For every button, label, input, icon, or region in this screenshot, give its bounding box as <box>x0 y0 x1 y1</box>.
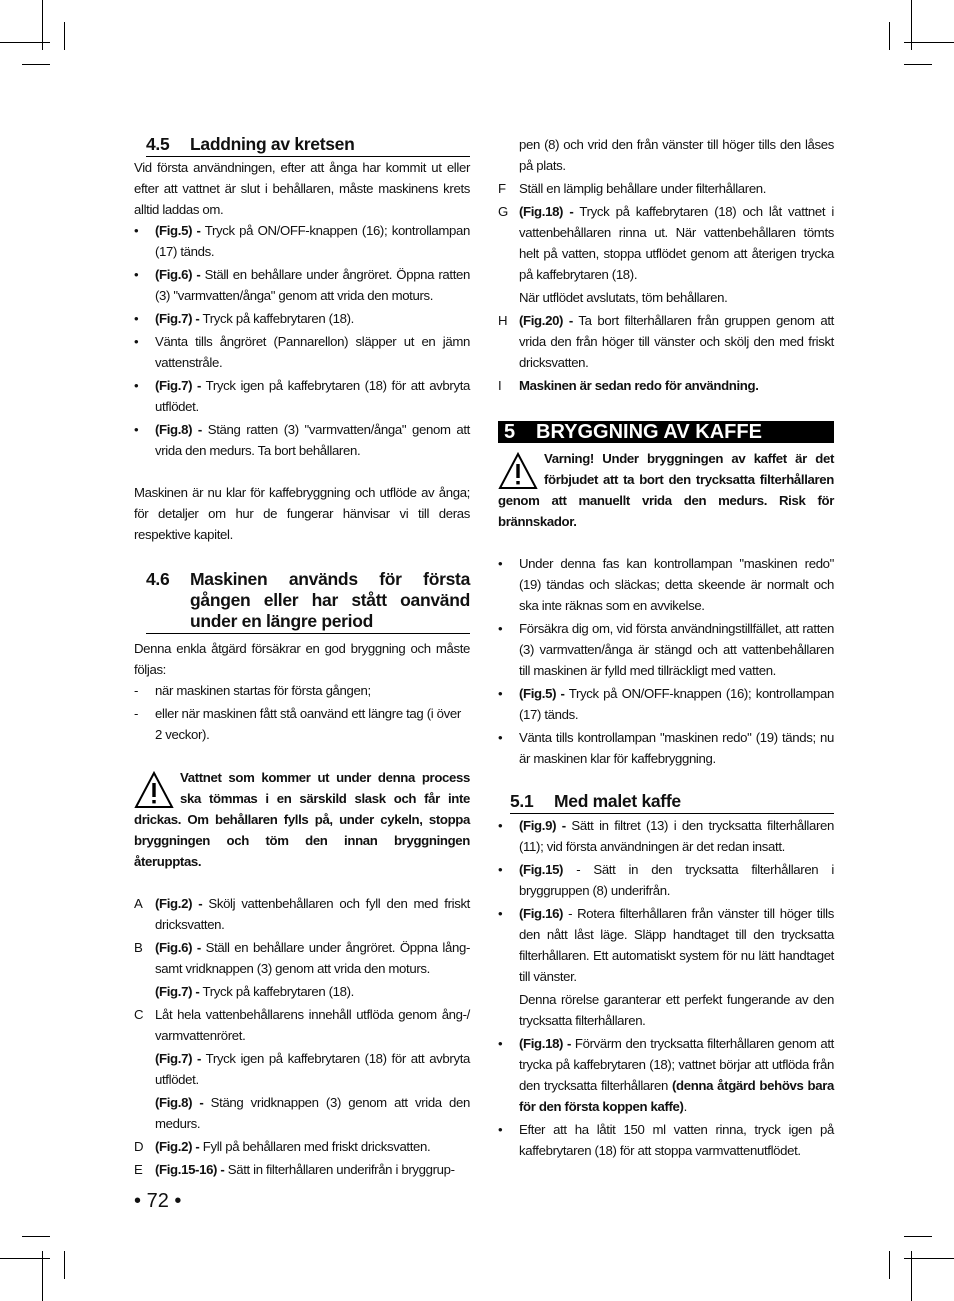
list-item <box>134 308 470 329</box>
list-marker: • <box>498 906 503 921</box>
crop-mark <box>904 1236 932 1237</box>
list-text <box>519 618 834 681</box>
warning-block <box>134 767 470 872</box>
list-marker: • <box>498 818 503 833</box>
list-marker: • <box>134 311 139 326</box>
list-marker: • <box>134 334 139 349</box>
figure-reference: (Fig.18) - <box>519 1036 572 1051</box>
list-marker: • <box>498 556 503 571</box>
page-number-bullet: • <box>174 1190 182 1212</box>
list-text <box>519 553 834 616</box>
figure-reference: (Fig.6) - <box>155 940 201 955</box>
bullet-list <box>134 220 470 461</box>
figure-reference: (Fig.7) - <box>155 378 201 393</box>
warning-icon <box>134 771 174 809</box>
list-marker <box>498 134 519 176</box>
list-item <box>498 178 834 199</box>
paragraph: Vid första användningen, efter att ånga har kommit ut eller efter att vattnet är slut i behållaren, måste maskinens krets alltid laddas om. <box>134 160 470 217</box>
figure-reference: (Fig.7) - <box>155 984 200 999</box>
list-text <box>155 981 470 1002</box>
list-marker <box>134 981 155 1002</box>
list-marker: • <box>134 223 139 238</box>
list-item-text: Ta bort filterhållaren från gruppen genom att vrida den från höger till vänster och skölj den med friskt dricksvatten. <box>519 313 834 370</box>
list-text <box>519 310 834 373</box>
dash-marker: - <box>134 683 139 698</box>
figure-reference: (Fig.2) - <box>155 1139 200 1154</box>
figure-reference: (Fig.20) - <box>519 313 573 328</box>
list-item <box>498 1119 834 1161</box>
list-item-text: Ställ en behållare under ångröret. Öppna lång- samt vridknappen (3) genom att vrida den moturs. <box>155 940 470 976</box>
list-text <box>155 1092 470 1134</box>
dash-marker: - <box>134 706 139 721</box>
list-item-text: Tryck igen på kaffebrytaren (18) för att avbryta utflödet. <box>155 378 470 414</box>
figure-reference: (Fig.6) - <box>155 267 201 282</box>
crop-mark <box>0 1258 50 1259</box>
crop-mark <box>904 42 954 43</box>
list-item-text: Denna rörelse garanterar ett perfekt fungerande av den trycksatta filterhållaren. <box>519 992 834 1028</box>
figure-reference: (Fig.9) - <box>519 818 566 833</box>
list-item <box>498 287 834 308</box>
list-text <box>155 419 470 461</box>
list-item-text: Fyll på behållaren med friskt dricksvatten. <box>199 1139 431 1154</box>
list-item-text: Förvärm den trycksatta filterhållaren genom att trycka på kaffebrytaren (18); vattnet börjar att utflöda från den trycksatta filterhållaren <box>519 1036 834 1093</box>
list-item-text: Vänta tills ångröret (Pannarellon) släpper ut en jämn vattenstråle. <box>155 334 470 370</box>
list-item <box>498 989 834 1031</box>
chapter-title: BRYGGNING AV KAFFE <box>536 421 762 443</box>
list-item-text: Stäng ratten (3) "varmvatten/ånga" genom att vrida den medurs. Ta bort behållaren. <box>155 422 470 458</box>
list-item-text: Försäkra dig om, vid första användningstillfället, att ratten (3) varmvatten/ånga är stängd och att vattenbehållaren till maskinen är fylld med tillräckligt med vatten. <box>519 621 834 678</box>
list-item <box>498 375 834 396</box>
figure-reference: (Fig.5) - <box>519 686 565 701</box>
figure-reference: (Fig.2) - <box>155 896 203 911</box>
list-text <box>155 220 470 262</box>
section-number: 4.5 <box>146 134 170 154</box>
list-item <box>134 1092 470 1134</box>
figure-reference: (Fig.5) - <box>155 223 201 238</box>
list-marker <box>134 1048 155 1090</box>
section-heading-4-6 <box>146 569 470 634</box>
list-text <box>519 1119 834 1161</box>
list-item <box>498 859 834 901</box>
list-marker: G <box>498 204 508 219</box>
list-item-text: Tryck på ON/OFF-knappen (16); kontrollampan (17) tänds. <box>155 223 470 259</box>
list-item-text: Tryck på kaffebrytaren (18). <box>199 311 354 326</box>
list-text <box>519 134 834 176</box>
list-marker: • <box>498 730 503 745</box>
list-marker: • <box>498 686 503 701</box>
page-number <box>134 1190 181 1213</box>
figure-reference: (Fig.15-16) - <box>155 1162 225 1177</box>
list-item-text: Tryck på kaffebrytaren (18). <box>199 984 354 999</box>
list-item <box>134 981 470 1002</box>
section-heading-4-5 <box>146 134 470 157</box>
list-text <box>155 1048 470 1090</box>
paragraph: Denna enkla åtgärd försäkrar en god bryggning och måste följas: <box>134 641 470 677</box>
list-text <box>155 264 470 306</box>
list-text <box>519 989 834 1031</box>
list-item <box>498 1033 834 1117</box>
list-marker: I <box>498 378 502 393</box>
paragraph: Maskinen är nu klar för kaffebryggning och utflöde av ånga; för detaljer om hur de fungerar hänvisar vi till deras respektive kapitel. <box>134 485 470 542</box>
step-list <box>498 134 834 396</box>
list-item-text: - Sätt in den trycksatta filterhållaren i bryggruppen (8) underifrån. <box>519 862 834 898</box>
list-marker <box>134 1092 155 1134</box>
bullet-list <box>498 553 834 769</box>
list-item <box>134 1004 470 1046</box>
section-number: 5.1 <box>510 791 534 811</box>
figure-reference: (Fig.18) - <box>519 204 574 219</box>
page-number-bullet: • <box>134 1190 142 1212</box>
crop-mark <box>22 64 50 65</box>
list-item-text: Ställ en lämplig behållare under filterhållaren. <box>519 181 767 196</box>
list-item <box>498 134 834 176</box>
list-marker: • <box>498 862 503 877</box>
list-text <box>519 201 834 285</box>
warning-text: Varning! Under bryggningen av kaffet är det förbjudet att ta bort den trycksatta filterhållaren genom att manuellt vrida den medurs. Risk för brännskador. <box>498 451 834 529</box>
list-text <box>519 375 834 396</box>
figure-reference: Maskinen är sedan redo för användning. <box>519 378 759 393</box>
list-marker: C <box>134 1007 144 1022</box>
list-item <box>134 1136 470 1157</box>
list-item-text: När utflödet avslutats, töm behållaren. <box>519 290 728 305</box>
list-item-text: pen (8) och vrid den från vänster till höger tills den låses på plats. <box>519 137 834 173</box>
list-text <box>519 815 834 857</box>
list-item <box>498 201 834 285</box>
list-marker: • <box>134 267 139 282</box>
list-text <box>155 937 470 979</box>
crop-mark <box>64 22 65 50</box>
crop-mark <box>904 64 932 65</box>
section-title: Maskinen används för första gången eller har stått oanvänd under en längre period <box>190 569 470 631</box>
list-item-text: Ställ en behållare under ångröret. Öppna ratten (3) "varmvatten/ånga" genom att vrida den moturs. <box>155 267 470 303</box>
list-item-text: Sätt in filterhållaren underifrån i bryggrup- <box>224 1162 455 1177</box>
list-item <box>498 727 834 769</box>
list-item-text: Låt hela vattenbehållarens innehåll utflöda genom ång-/ varmvattenröret. <box>155 1007 470 1043</box>
list-marker: D <box>134 1139 144 1154</box>
crop-mark <box>0 42 50 43</box>
list-marker: B <box>134 940 143 955</box>
list-item <box>134 1159 470 1180</box>
list-marker: E <box>134 1162 143 1177</box>
figure-reference: (Fig.8) - <box>155 1095 204 1110</box>
list-item <box>134 375 470 417</box>
list-item <box>134 893 470 935</box>
list-text <box>519 683 834 725</box>
list-marker: H <box>498 313 508 328</box>
crop-mark <box>64 1251 65 1279</box>
list-marker: • <box>134 378 139 393</box>
list-item <box>498 815 834 857</box>
chapter-number: 5 <box>504 421 516 443</box>
list-marker: A <box>134 896 143 911</box>
list-item <box>134 264 470 306</box>
crop-mark <box>889 1251 890 1279</box>
list-marker <box>498 989 519 1031</box>
list-item <box>134 680 470 701</box>
list-item-text: - Rotera filterhållaren från vänster till höger tills den nått låst läge. Släpp handtaget till den trycksatta filterhållaren. Ett automatiskt system för nu lätt handtaget till vänster. <box>519 906 834 984</box>
figure-reference: (Fig.7) - <box>155 311 200 326</box>
list-text <box>155 1004 470 1046</box>
list-text <box>519 727 834 769</box>
list-item-text: Vänta tills kontrollampan "maskinen redo" (19) tänds; nu är maskinen klar för kaffebryggning. <box>519 730 834 766</box>
warning-block <box>498 448 834 532</box>
crop-mark <box>22 1236 50 1237</box>
list-item-text: Sätt in filtret (13) i den trycksatta filterhållaren (11); vid första användningen är det redan insatt. <box>519 818 834 854</box>
crop-mark <box>889 22 890 50</box>
list-text <box>519 178 834 199</box>
list-text <box>519 903 834 987</box>
step-list <box>134 893 470 1180</box>
list-marker: • <box>498 1122 503 1137</box>
list-item-text: Stäng vridknappen (3) genom att vrida den medurs. <box>155 1095 470 1131</box>
crop-mark <box>904 1258 954 1259</box>
section-title: Laddning av kretsen <box>190 134 355 154</box>
warning-icon <box>498 452 538 490</box>
list-item-bold-text: (denna åtgärd behövs bara för den första koppen kaffe) <box>519 1078 834 1114</box>
list-item <box>498 903 834 987</box>
list-item <box>134 331 470 373</box>
figure-reference: (Fig.16) <box>519 906 564 921</box>
list-marker: • <box>498 621 503 636</box>
list-text <box>155 1136 470 1157</box>
figure-reference: (Fig.15) <box>519 862 564 877</box>
list-item <box>134 937 470 979</box>
list-item-text: Tryck på ON/OFF-knappen (16); kontrollampan (17) tänds. <box>519 686 834 722</box>
list-marker: F <box>498 181 506 196</box>
list-text <box>155 1159 470 1180</box>
dash-list <box>134 680 470 745</box>
list-text <box>155 308 470 329</box>
list-item <box>498 310 834 373</box>
section-number: 4.6 <box>146 569 170 589</box>
list-text <box>155 893 470 935</box>
figure-reference: (Fig.8) - <box>155 422 202 437</box>
list-item-text: Skölj vattenbehållaren och fyll den med friskt dricksvatten. <box>155 896 470 932</box>
list-item <box>134 1048 470 1090</box>
list-text <box>519 859 834 901</box>
list-text: eller när maskinen fått stå oanvänd ett längre tag (i över 2 veckor). <box>155 706 461 742</box>
list-item-text: Tryck på kaffebrytaren (18) och låt vattnet i vattenbehållaren rinna ut. När vattenbehållaren tömts helt på vatten, stoppa utflödet genom att återigen trycka på kaffebrytaren (18). <box>519 204 834 282</box>
list-item <box>134 419 470 461</box>
list-item-text: Efter att ha låtit 150 ml vatten rinna, tryck igen på kaffebrytaren (18) för att stoppa varmvattenutflödet. <box>519 1122 834 1158</box>
list-item <box>498 553 834 616</box>
list-item-tail: . <box>683 1099 687 1114</box>
list-text <box>155 375 470 417</box>
left-column <box>134 134 470 1180</box>
chapter-heading-bar <box>498 421 834 443</box>
list-item <box>134 703 470 745</box>
list-marker: • <box>498 1036 503 1051</box>
list-item-text: Tryck igen på kaffebrytaren (18) för att avbryta utflödet. <box>155 1051 470 1087</box>
list-item-text: Under denna fas kan kontrollampan "maskinen redo" (19) tändas och släckas; detta skeende är normalt och ska inte räknas som en avvikelse. <box>519 556 834 613</box>
list-marker <box>498 287 519 308</box>
list-item <box>134 220 470 262</box>
list-text <box>155 331 470 373</box>
figure-reference: (Fig.7) - <box>155 1051 201 1066</box>
section-heading-5-1 <box>510 791 834 814</box>
page-number-value: 72 <box>146 1190 169 1212</box>
section-title: Med malet kaffe <box>554 791 681 811</box>
bullet-list <box>498 815 834 1161</box>
list-text <box>519 287 834 308</box>
list-marker: • <box>134 422 139 437</box>
right-column <box>498 134 834 1161</box>
list-text: när maskinen startas för första gången; <box>155 683 371 698</box>
list-item <box>498 618 834 681</box>
list-item <box>498 683 834 725</box>
warning-text: Vattnet som kommer ut under denna process ska tömmas i en särskild slask och får inte drickas. Om behållaren fylls på, under cykeln, stoppa bryggningen och töm den innan bryggningen återupptas. <box>134 770 470 869</box>
list-text <box>519 1033 834 1117</box>
